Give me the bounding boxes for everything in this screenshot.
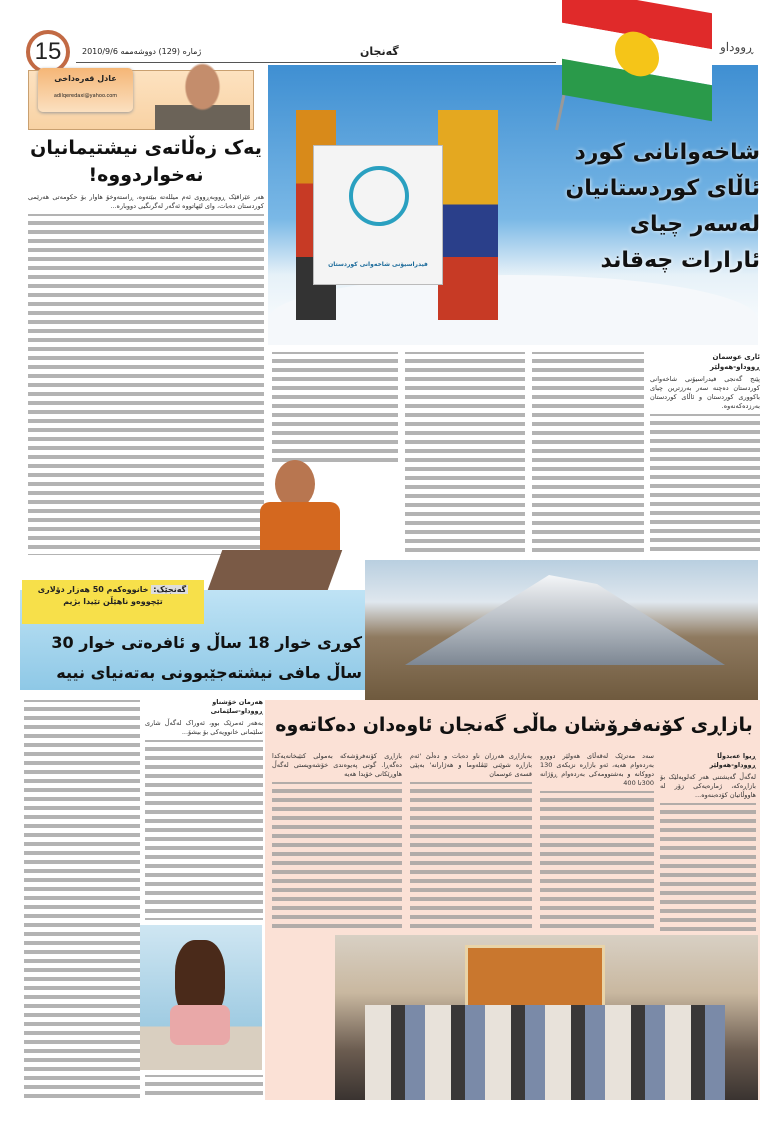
quote-text: خانووەکەم 50 هەزار دۆلاری تێچووەو ناهێڵن تێیدا بژیم <box>37 585 163 606</box>
federation-banner <box>313 145 443 285</box>
column-title: یەک زەڵاتەی نیشتیمانیان نەخواردووە! <box>30 137 262 186</box>
climb-title <box>480 135 760 279</box>
market-photo <box>335 935 758 1100</box>
market-lead: لەگەڵ گەیشتنی هەر کەلوپەلێک بۆ بازاڕەکە، ژمارەیەکی زۆر لە هاووڵاتیان کۆدەبنەوە... <box>660 773 756 799</box>
climb-title-line: ئاڵای کوردستانیان <box>565 176 760 201</box>
housing-title-line: ساڵ مافی نیشتەجێبوونی بەتەنیای نییە <box>56 663 362 682</box>
column-lead: هەر عێراقێک ڕووبەڕووی ئەم میللەتە ببێتەوە، ڕاستەوخۆ هاوار بۆ حکومەتی هەرێمی کوردستان دەبات، وای لێهاتووە ئەگەر لەگرنگیی دووبارە... <box>28 193 264 210</box>
market-col2-lead: سەد مەترێک لەقەڵای هەولێر دوورو بەردەوام هەیە، ئەو بازاڕە نزیکەی 130 دووکانە و بەشتوومەکی بەردەوام ڕۆژانە 300تا 400 <box>540 752 654 787</box>
market-text <box>410 782 532 930</box>
climb-byline <box>650 352 760 372</box>
climb-title-line: شاخەوانانی کورد <box>574 140 760 165</box>
quote-label: گەنجێک: <box>153 585 187 594</box>
market-byline <box>660 752 756 770</box>
housing-quote-box <box>22 580 204 624</box>
housing-text <box>24 700 140 1100</box>
climb-lead: پێنج گەنجی فیدراسیۆنی شاخەوانی کوردستان دەچنە سەر بەرزترین چیای باکووری کوردستان و ئاڵای کوردستان بەرزدەکەنەوە. <box>650 375 760 410</box>
byline-place: ڕووداو-سلێمانی <box>210 707 263 715</box>
housing-title <box>22 628 362 688</box>
byline-name: هەرمان خۆشناو <box>212 698 263 706</box>
housing-title-line: کوڕی خوار 18 ساڵ و ئافرەتی خوار 30 <box>51 633 362 652</box>
market-col4-lead: بازاڕی کۆنەفرۆشەکە بەمولی کتێبخانەیەکدا دەگەڕا. گوتی پەیوەندی خۆشەویستی لەگەڵ هاوڕێکانی خۆیدا هەیە <box>272 752 402 778</box>
climb-text <box>272 352 398 462</box>
mountain-photo <box>365 560 758 700</box>
housing-byline <box>145 698 263 716</box>
market-column-1 <box>660 752 756 932</box>
housing-column-1 <box>145 698 263 920</box>
climb-text <box>405 352 525 555</box>
author-photo <box>155 58 250 130</box>
banner-text: فیدراسیۆنی شاخەوانی کوردستان <box>328 261 428 268</box>
market-title: بازاڕی کۆنەفرۆشان ماڵی گەنجان ئاوەدان دەکاتەوە <box>275 714 753 736</box>
issue-date: ژمارە (129) دووشەممە 2010/9/6 <box>82 47 202 56</box>
climb-title-line: لەسەر چیای <box>629 212 760 237</box>
woman-photo <box>140 925 262 1070</box>
market-col3-lead: بەبازاڕی هەرزان ناو دەبات و دەڵێ 'ئەم بازاڕە شوێنی ئێڤلەوما و هەژارانە' بەپێی قسەی عوسمان <box>410 752 532 778</box>
market-text <box>540 791 654 930</box>
author-name: عادل قەرەداخی <box>54 74 117 83</box>
newspaper-logo: ڕووداو <box>720 40 754 54</box>
byline-name: ڕیوا عەبدوڵا <box>717 752 756 760</box>
author-name-tag <box>38 68 133 112</box>
climb-column-1 <box>650 352 760 555</box>
climb-text <box>650 414 760 555</box>
byline-place: ڕووداو-هەولێر <box>709 761 756 769</box>
section-title: گەنجان <box>360 45 399 58</box>
climb-text <box>532 352 644 555</box>
housing-lead: بەهەر ئەمرێک بوو، ئەوراک لەگەڵ شاری سلێمانی خانوویەکی بۆ بیشۆ... <box>145 719 263 736</box>
climb-title-line: ئارارات چەقاند <box>600 248 760 273</box>
housing-text <box>145 1075 263 1100</box>
housing-text <box>145 740 263 920</box>
header-rule <box>76 62 556 63</box>
author-email: adilqeredaxi@yahoo.com <box>53 93 118 99</box>
market-column-3 <box>410 752 532 930</box>
market-column-4 <box>272 752 402 930</box>
page-number-badge: 15 <box>26 30 70 74</box>
market-text <box>660 803 756 932</box>
byline-name: ئاری عوسمان <box>712 353 760 361</box>
byline-place: ڕووداو-هەولێر <box>709 363 760 371</box>
market-text <box>272 782 402 930</box>
market-column-2 <box>540 752 654 930</box>
